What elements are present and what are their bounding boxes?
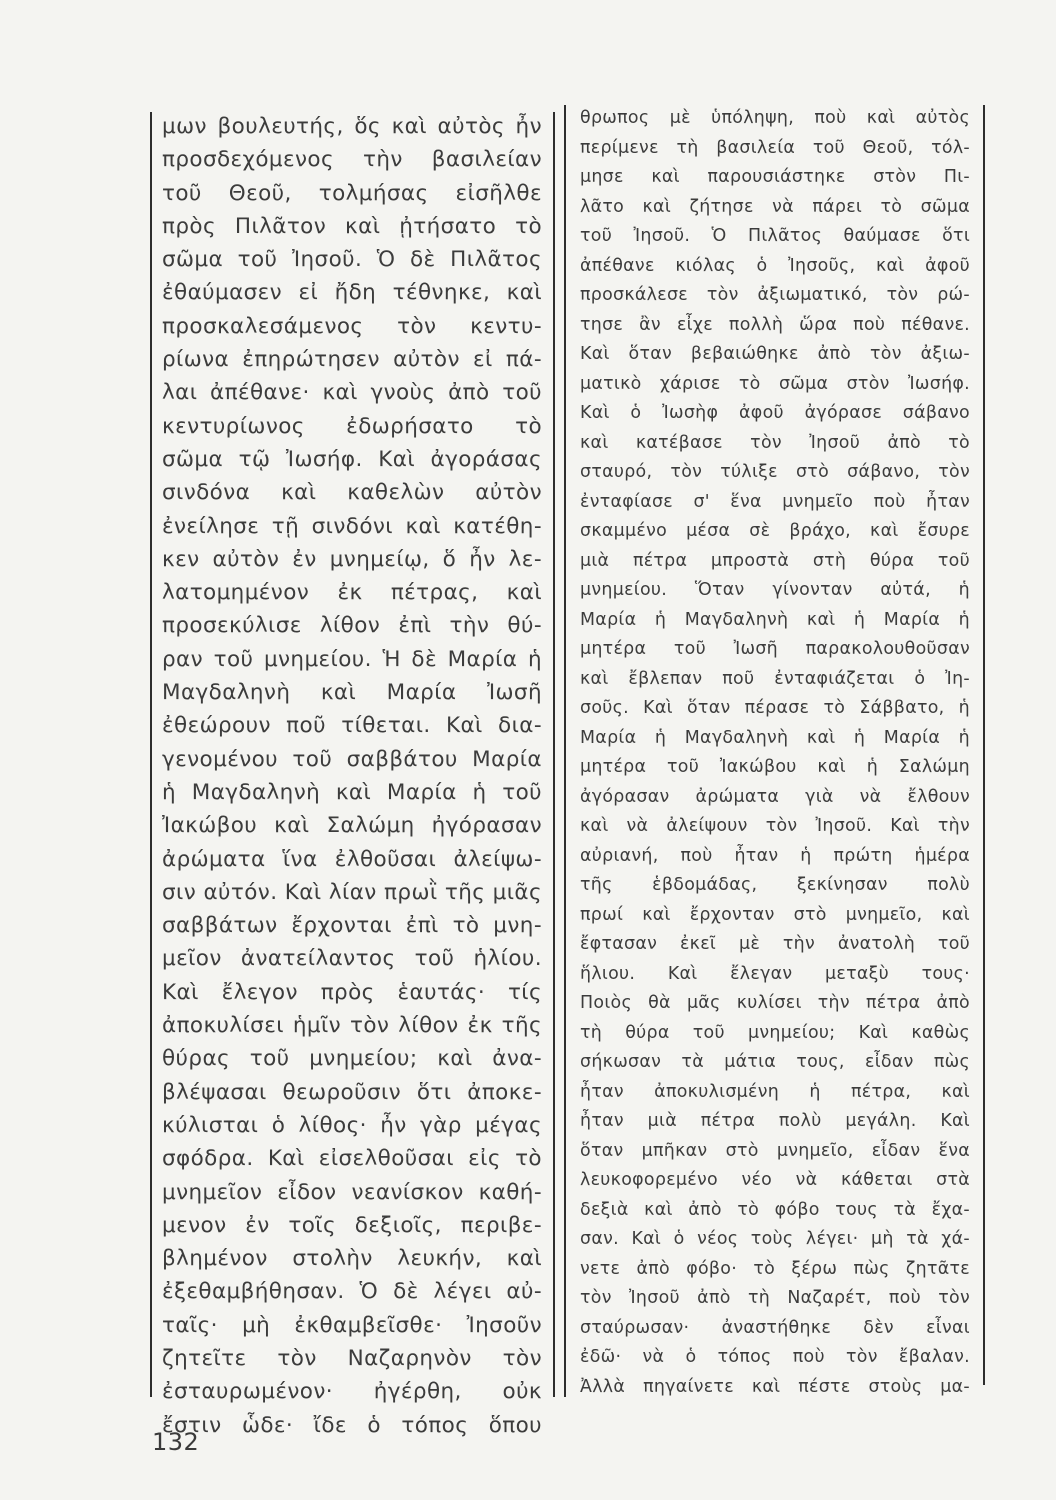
text-line: μησε καὶ παρουσιάστηκε στὸν Πι- (580, 167, 970, 187)
text-line: τῆς ἑβδομάδας, ξεκίνησαν πολὺ (580, 875, 970, 895)
text-line: σφόδρα. Καὶ εἰσελθοῦσαι εἰς τὸ (162, 1146, 542, 1172)
text-line: προσδεχόμενος τὴν βασιλείαν (162, 147, 542, 173)
text-line: τὴ θύρα τοῦ μνημείου; Καὶ καθὼς (580, 1022, 970, 1043)
text-line: σταυρό, τὸν τύλιξε στὸ σάβανο, τὸν (580, 462, 970, 482)
text-line: σοῦς. Καὶ ὅταν πέρασε τὸ Σάββατο, ἡ (580, 698, 970, 718)
text-line: μητέρα τοῦ Ἰακώβου καὶ ἡ Σαλώμη (580, 757, 970, 777)
text-line: τησε ἂν εἶχε πολλὴ ὥρα ποὺ πέθανε. (580, 314, 970, 335)
text-line: ἡ Μαγδαληνὴ καὶ Μαρία ἡ τοῦ (162, 779, 542, 805)
text-line: τοῦ Ἰησοῦ. Ὁ Πιλᾶτος θαύμασε ὅτι (580, 226, 970, 246)
text-line: ἥλιου. Καὶ ἔλεγαν μεταξὺ τους· (580, 963, 970, 984)
text-line: ταῖς· μὴ ἐκθαμβεῖσθε· Ἰησοῦν (162, 1312, 542, 1338)
text-line: μνημείου. Ὅταν γίνονταν αὐτά, ἡ (580, 580, 970, 600)
text-line: ἐξεθαμβήθησαν. Ὁ δὲ λέγει αὐ- (162, 1279, 542, 1305)
text-line: λατομημένον ἐκ πέτρας, καὶ (162, 580, 542, 606)
text-line: προσκαλεσάμενος τὸν κεντυ- (162, 313, 542, 339)
text-line: σαν. Καὶ ὁ νέος τοὺς λέγει· μὴ τὰ χά- (580, 1229, 970, 1249)
text-line: σινδόνα καὶ καθελὼν αὐτὸν (162, 480, 542, 506)
text-line: Ἀλλὰ πηγαίνετε καὶ πέστε στοὺς μα- (580, 1376, 970, 1397)
text-line: σκαμμένο μέσα σὲ βράχο, καὶ ἔσυρε (580, 521, 970, 541)
text-line: Μαγδαληνὴ καὶ Μαρία Ἰωσῆ (162, 680, 542, 706)
text-line: ἐνταφίασε σ' ἕνα μνημεῖο ποὺ ἦταν (580, 491, 970, 512)
text-line: ἐδῶ· νὰ ὁ τόπος ποὺ τὸν ἔβαλαν. (580, 1347, 970, 1367)
text-line: σῶμα τοῦ Ἰησοῦ. Ὁ δὲ Πιλᾶτος (162, 247, 542, 273)
text-line: λᾶτο καὶ ζήτησε νὰ πάρει τὸ σῶμα (580, 196, 970, 217)
text-line: κεντυρίωνος ἐδωρήσατο τὸ (162, 413, 542, 439)
greek-original-column (162, 110, 542, 1442)
text-line: τοῦ Θεοῦ, τολμήσας εἰσῆλθε (162, 180, 542, 206)
text-line: κεν αὐτὸν ἐν μνημείῳ, ὅ ἦν λε- (162, 546, 542, 572)
text-line: προσεκύλισε λίθον ἐπὶ τὴν θύ- (162, 613, 542, 639)
text-line: ρίωνα ἐπηρώτησεν αὐτὸν εἰ πά- (162, 347, 542, 373)
text-line: ἦταν ἀποκυλισμένη ἡ πέτρα, καὶ (580, 1081, 970, 1102)
text-line: βλημένον στολὴν λευκήν, καὶ (162, 1246, 542, 1272)
text-line: γενομένου τοῦ σαββάτου Μαρία (162, 746, 542, 772)
text-line: μεῖον ἀνατείλαντος τοῦ ἡλίου. (162, 946, 542, 972)
text-line: ματικὸ χάρισε τὸ σῶμα στὸν Ἰωσήφ. (580, 373, 970, 394)
page-number: 132 (152, 1428, 200, 1456)
text-line: προσκάλεσε τὸν ἀξιωματικό, τὸν ρώ- (580, 285, 970, 305)
text-line: καὶ κατέβασε τὸν Ἰησοῦ ἀπὸ τὸ (580, 432, 970, 453)
text-line: Μαρία ἡ Μαγδαληνὴ καὶ ἡ Μαρία ἡ (580, 727, 970, 748)
text-line: καὶ ἔβλεπαν ποῦ ἐνταφιάζεται ὁ Ἰη- (580, 668, 970, 689)
text-line: Καὶ ἔλεγον πρὸς ἑαυτάς· τίς (162, 979, 542, 1005)
text-line: τὸν Ἰησοῦ ἀπὸ τὴ Ναζαρέτ, ποὺ τὸν (580, 1288, 970, 1308)
text-line: καὶ νὰ ἀλείψουν τὸν Ἰησοῦ. Καὶ τὴν (580, 816, 970, 836)
text-line: ἐσταυρωμένον· ἠγέρθη, οὐκ (162, 1379, 542, 1405)
text-line: Καὶ ὁ Ἰωσὴφ ἀφοῦ ἀγόρασε σάβανο (580, 403, 970, 423)
text-line: ἀγόρασαν ἀρώματα γιὰ νὰ ἔλθουν (580, 786, 970, 807)
text-line: ἐνείλησε τῇ σινδόνι καὶ κατέθη- (162, 513, 542, 539)
text-line: πρωί καὶ ἔρχονταν στὸ μνημεῖο, καὶ (580, 904, 970, 925)
text-line: νετε ἀπὸ φόβο· τὸ ξέρω πὼς ζητᾶτε (580, 1258, 970, 1279)
text-line: αὐριανή, ποὺ ἦταν ἡ πρώτη ἡμέρα (580, 845, 970, 866)
text-line: Καὶ ὅταν βεβαιώθηκε ἀπὸ τὸν ἀξιω- (580, 344, 970, 364)
modern-greek-translation-column (580, 104, 970, 1402)
text-line: ἐθαύμασεν εἰ ἤδη τέθνηκε, καὶ (162, 280, 542, 306)
text-line: σταύρωσαν· ἀναστήθηκε δὲν εἶναι (580, 1317, 970, 1338)
text-line: ἦταν μιὰ πέτρα πολὺ μεγάλη. Καὶ (580, 1111, 970, 1131)
text-line: Μαρία ἡ Μαγδαληνὴ καὶ ἡ Μαρία ἡ (580, 609, 970, 630)
text-line: θρωπος μὲ ὑπόληψη, ποὺ καὶ αὐτὸς (580, 108, 970, 128)
text-line: μιὰ πέτρα μπροστὰ στὴ θύρα τοῦ (580, 550, 970, 571)
text-line: ἔστιν ὧδε· ἴδε ὁ τόπος ὅπου (162, 1412, 542, 1438)
left-column-rule (150, 112, 152, 1397)
text-line: λευκοφορεμένο νέο νὰ κάθεται στὰ (580, 1170, 970, 1190)
text-line: σήκωσαν τὰ μάτια τους, εἶδαν πὼς (580, 1052, 970, 1072)
text-line: ζητεῖτε τὸν Ναζαρηνὸν τὸν (162, 1345, 542, 1371)
text-line: σιν αὐτόν. Καὶ λίαν πρωῒ τῆς μιᾶς (162, 879, 542, 905)
text-line: λαι ἀπέθανε· καὶ γνοὺς ἀπὸ τοῦ (162, 380, 542, 406)
text-line: μνημεῖον εἶδον νεανίσκον καθή- (162, 1179, 542, 1205)
text-line: Ἰακώβου καὶ Σαλώμη ἠγόρασαν (162, 813, 542, 839)
text-line: βλέψασαι θεωροῦσιν ὅτι ἀποκε- (162, 1079, 542, 1105)
text-line: μητέρα τοῦ Ἰωσῆ παρακολουθοῦσαν (580, 639, 970, 659)
text-line: ἀπέθανε κιόλας ὁ Ἰησοῦς, καὶ ἀφοῦ (580, 255, 970, 276)
text-line: κύλισται ὁ λίθος· ἦν γὰρ μέγας (162, 1112, 542, 1138)
text-line: σαββάτων ἔρχονται ἐπὶ τὸ μνη- (162, 913, 542, 939)
text-line: ραν τοῦ μνημείου. Ἡ δὲ Μαρία ἡ (162, 646, 542, 672)
text-line: μενον ἐν τοῖς δεξιοῖς, περιβε- (162, 1212, 542, 1238)
text-line: ἔφτασαν ἐκεῖ μὲ τὴν ἀνατολὴ τοῦ (580, 934, 970, 954)
text-line: Ποιὸς θὰ μᾶς κυλίσει τὴν πέτρα ἀπὸ (580, 993, 970, 1013)
text-line: ὅταν μπῆκαν στὸ μνημεῖο, εἶδαν ἕνα (580, 1140, 970, 1161)
text-line: δεξιὰ καὶ ἀπὸ τὸ φόβο τους τὰ ἔχα- (580, 1199, 970, 1220)
center-rule-right (564, 105, 566, 1397)
text-line: ἀρώματα ἵνα ἐλθοῦσαι ἀλείψω- (162, 846, 542, 872)
text-line: ἀποκυλίσει ἡμῖν τὸν λίθον ἐκ τῆς (162, 1013, 542, 1039)
text-line: θύρας τοῦ μνημείου; καὶ ἀνα- (162, 1046, 542, 1072)
text-line: ἐθεώρουν ποῦ τίθεται. Καὶ δια- (162, 713, 542, 739)
text-line: πρὸς Πιλᾶτον καὶ ᾐτήσατο τὸ (162, 213, 542, 239)
text-line: σῶμα τῷ Ἰωσήφ. Καὶ ἀγοράσας (162, 446, 542, 472)
center-rule-left (553, 112, 555, 1397)
right-column-rule (983, 105, 985, 1385)
text-line: περίμενε τὴ βασιλεία τοῦ Θεοῦ, τόλ- (580, 137, 970, 158)
text-line: μων βουλευτής, ὅς καὶ αὐτὸς ἦν (162, 114, 542, 139)
